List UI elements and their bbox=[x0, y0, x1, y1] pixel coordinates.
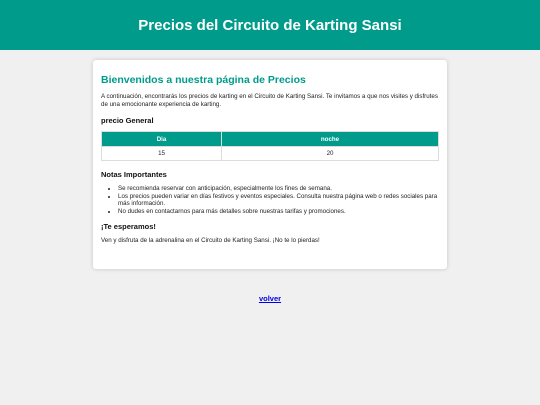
intro-text: A continuación, encontrarás los precios de karting en el Circuito de Karting Sansi. Te invitamos a que nos visites y disfrutes de una emocionante experiencia de karting. bbox=[101, 93, 438, 108]
notes-list bbox=[101, 185, 439, 215]
list-item: • Se recomienda reservar con anticipación, especialmente los fines de semana. bbox=[118, 185, 439, 193]
page-title: Precios del Circuito de Karting Sansi bbox=[138, 16, 402, 34]
price-table bbox=[101, 131, 439, 161]
table-row bbox=[102, 147, 439, 161]
price-table-header-row bbox=[102, 132, 439, 147]
welcome-heading: Bienvenidos a nuestra página de Precios bbox=[101, 74, 306, 86]
column-header-dia: Dia bbox=[102, 132, 222, 147]
list-item: • No dudes en contactarnos para más detalles sobre nuestras tarifas y promociones. bbox=[118, 208, 439, 216]
closing-title: ¡Te esperamos! bbox=[101, 222, 156, 231]
price-section-title: precio General bbox=[101, 116, 154, 125]
content-card bbox=[93, 60, 447, 269]
closing-text: Ven y disfruta de la adrenalina en el Circuito de Karting Sansi. ¡No te lo pierdas! bbox=[101, 237, 320, 244]
price-noche-cell: 20 bbox=[222, 147, 439, 161]
back-link[interactable]: volver bbox=[258, 294, 282, 303]
price-dia-cell: 15 bbox=[102, 147, 222, 161]
column-header-noche: noche bbox=[222, 132, 439, 147]
list-item: • Los precios pueden variar en días festivos y eventos especiales. Consulta nuestra página web o redes sociales para más información. bbox=[118, 193, 439, 208]
notes-section-title: Notas Importantes bbox=[101, 170, 167, 179]
back-link-container bbox=[0, 294, 540, 303]
page-header bbox=[0, 0, 540, 50]
